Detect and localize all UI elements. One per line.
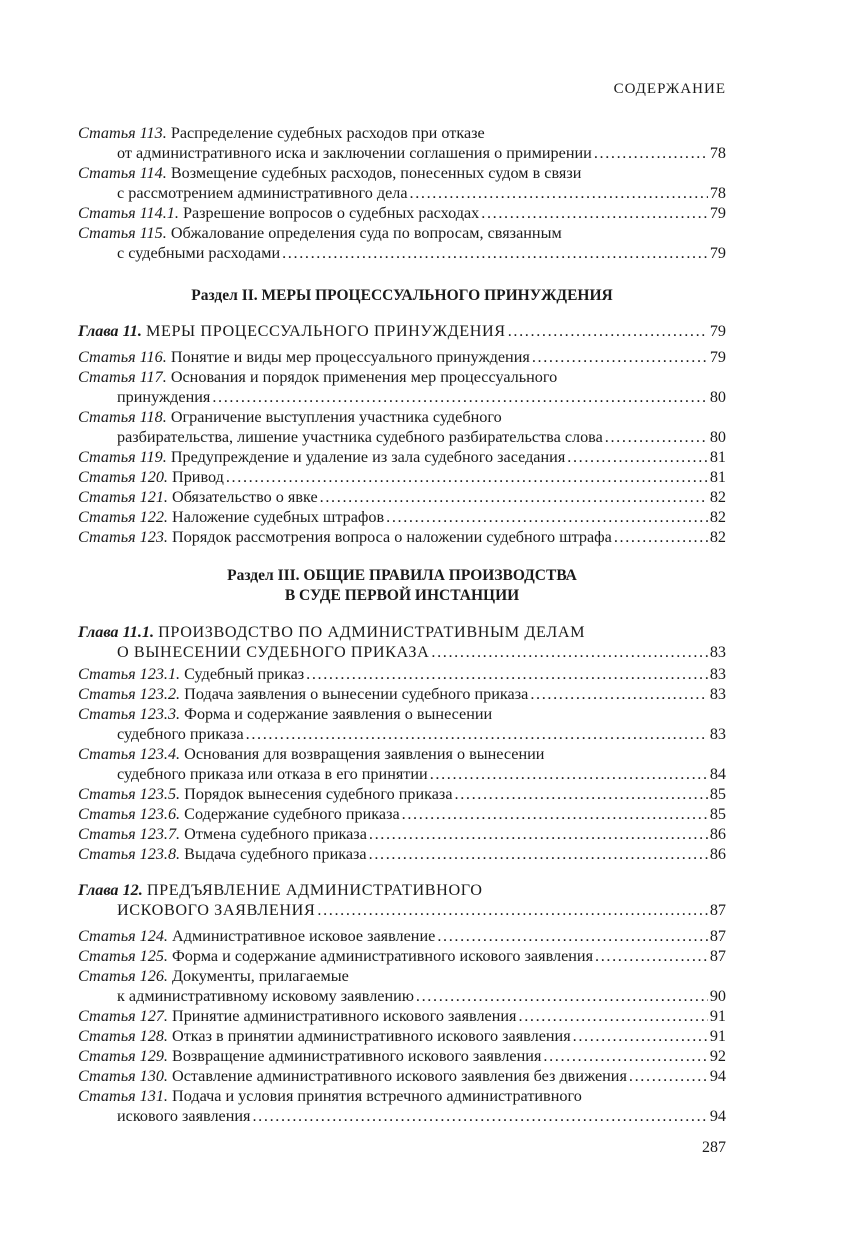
page-ref: 81 bbox=[709, 448, 726, 466]
dot-leader bbox=[595, 946, 708, 966]
toc-entry-article-123-8[interactable] bbox=[78, 844, 726, 864]
page-ref: 87 bbox=[709, 927, 726, 945]
toc-entry-article-131[interactable] bbox=[78, 1086, 726, 1106]
dot-leader bbox=[430, 764, 708, 784]
article-label: Статья 114. bbox=[78, 164, 167, 182]
dot-leader bbox=[386, 507, 708, 527]
chapter-title: О ВЫНЕСЕНИИ СУДЕБНОГО ПРИКАЗА bbox=[117, 643, 430, 661]
page-ref: 94 bbox=[709, 1107, 726, 1125]
toc-entry-article-115[interactable] bbox=[78, 223, 726, 243]
toc-entry-article-121[interactable] bbox=[78, 487, 726, 507]
toc-entry-article-125[interactable] bbox=[78, 946, 726, 966]
chapter-11-1-heading bbox=[78, 622, 726, 662]
article-label: Статья 116. bbox=[78, 348, 167, 366]
dot-leader bbox=[246, 724, 708, 744]
chapter-title: МЕРЫ ПРОЦЕССУАЛЬНОГО ПРИНУЖДЕНИЯ bbox=[145, 322, 506, 340]
article-title: Выдача судебного приказа bbox=[184, 845, 367, 863]
dot-leader bbox=[614, 527, 708, 547]
section-title-3 bbox=[78, 566, 726, 606]
toc-entry-article-116[interactable] bbox=[78, 347, 726, 367]
article-title: Оставление административного искового заявления без движения bbox=[172, 1067, 627, 1085]
page-ref: 82 bbox=[709, 528, 726, 546]
article-label: Статья 131. bbox=[78, 1087, 168, 1105]
page-ref: 86 bbox=[709, 825, 726, 843]
page-ref: 78 bbox=[709, 144, 726, 162]
page-ref: 91 bbox=[709, 1027, 726, 1045]
article-label: Статья 122. bbox=[78, 508, 168, 526]
dot-leader bbox=[416, 986, 708, 1006]
page-ref: 79 bbox=[709, 244, 726, 262]
dot-leader bbox=[481, 203, 708, 223]
toc-entry-chapter-11[interactable] bbox=[78, 321, 726, 341]
toc-entry-article-130[interactable] bbox=[78, 1066, 726, 1086]
article-title: Основания для возвращения заявления о вынесении bbox=[184, 745, 545, 763]
dot-leader bbox=[594, 143, 708, 163]
toc-entry-article-123[interactable] bbox=[78, 527, 726, 547]
toc-entry-article-113[interactable] bbox=[78, 123, 726, 143]
article-title: Возвращение административного искового заявления bbox=[172, 1047, 542, 1065]
toc-entry-article-129[interactable] bbox=[78, 1046, 726, 1066]
article-label: Статья 124. bbox=[78, 927, 168, 945]
article-label: Статья 130. bbox=[78, 1067, 168, 1085]
article-title: принуждения bbox=[117, 388, 211, 406]
article-label: Статья 125. bbox=[78, 947, 168, 965]
dot-leader bbox=[567, 447, 708, 467]
toc-entry-article-128[interactable] bbox=[78, 1026, 726, 1046]
article-title: Разрешение вопросов о судебных расходах bbox=[182, 204, 480, 222]
toc-block-3 bbox=[78, 664, 726, 864]
toc-entry-article-123-5[interactable] bbox=[78, 784, 726, 804]
toc-entry-article-114[interactable] bbox=[78, 163, 726, 183]
article-label: Статья 123.8. bbox=[78, 845, 181, 863]
toc-entry-chapter-12[interactable] bbox=[78, 880, 726, 900]
article-label: Статья 115. bbox=[78, 224, 167, 242]
dot-leader bbox=[543, 1046, 707, 1066]
page-ref: 83 bbox=[709, 665, 726, 683]
dot-leader bbox=[252, 1106, 707, 1126]
article-title: Отказ в принятии административного искового заявления bbox=[172, 1027, 571, 1045]
dot-leader bbox=[605, 427, 708, 447]
article-label: Статья 123.3. bbox=[78, 705, 181, 723]
article-title: Документы, прилагаемые bbox=[172, 967, 349, 985]
article-label: Статья 120. bbox=[78, 468, 168, 486]
article-title: искового заявления bbox=[117, 1107, 251, 1125]
dot-leader bbox=[508, 321, 708, 341]
toc-entry-article-120[interactable] bbox=[78, 467, 726, 487]
chapter-label: Глава 11. bbox=[78, 322, 142, 340]
article-title: судебного приказа или отказа в его принятии bbox=[117, 765, 428, 783]
article-label: Статья 123.2. bbox=[78, 685, 181, 703]
chapter-11-heading bbox=[78, 321, 726, 341]
toc-entry-article-123-6[interactable] bbox=[78, 804, 726, 824]
toc-block-4 bbox=[78, 926, 726, 1126]
toc-entry-article-114-1[interactable] bbox=[78, 203, 726, 223]
dot-leader bbox=[402, 804, 708, 824]
article-title: Распределение судебных расходов при отказе bbox=[170, 124, 485, 142]
page-ref: 87 bbox=[709, 947, 726, 965]
article-label: Статья 117. bbox=[78, 368, 167, 386]
chapter-12-heading bbox=[78, 880, 726, 920]
toc-entry-continuation[interactable] bbox=[78, 724, 726, 744]
toc-entry-continuation[interactable] bbox=[78, 387, 726, 407]
dot-leader bbox=[410, 183, 708, 203]
article-title: Форма и содержание административного искового заявления bbox=[172, 947, 594, 965]
article-title: Возмещение судебных расходов, понесенных судом в связи bbox=[170, 164, 582, 182]
toc-entry-chapter-11-1[interactable] bbox=[78, 622, 726, 642]
page-ref: 85 bbox=[709, 805, 726, 823]
article-title: разбирательства, лишение участника судебного разбирательства слова bbox=[117, 428, 603, 446]
dot-leader bbox=[306, 664, 708, 684]
article-title: Принятие административного искового заявления bbox=[172, 1007, 517, 1025]
toc-block-1 bbox=[78, 123, 726, 263]
article-label: Статья 123. bbox=[78, 528, 168, 546]
toc-entry-article-126[interactable] bbox=[78, 966, 726, 986]
dot-leader bbox=[317, 900, 707, 920]
article-label: Статья 126. bbox=[78, 967, 168, 985]
page-ref: 78 bbox=[709, 184, 726, 202]
article-label: Статья 127. bbox=[78, 1007, 168, 1025]
article-title: Содержание судебного приказа bbox=[184, 805, 400, 823]
page-ref: 94 bbox=[709, 1067, 726, 1085]
article-title: Подача и условия принятия встречного административного bbox=[172, 1087, 582, 1105]
toc-entry-article-123-2[interactable] bbox=[78, 684, 726, 704]
article-label: Статья 129. bbox=[78, 1047, 168, 1065]
chapter-label: Глава 12. bbox=[78, 881, 143, 899]
article-label: Статья 123.1. bbox=[78, 665, 181, 683]
article-label: Статья 123.4. bbox=[78, 745, 181, 763]
article-title: Предупреждение и удаление из зала судебного заседания bbox=[170, 448, 566, 466]
dot-leader bbox=[532, 347, 708, 367]
section-title-3-line-1: Раздел III. ОБЩИЕ ПРАВИЛА ПРОИЗВОДСТВА bbox=[227, 567, 577, 584]
page-ref: 79 bbox=[709, 322, 726, 340]
article-title: Подача заявления о вынесении судебного приказа bbox=[184, 685, 529, 703]
page-ref: 92 bbox=[709, 1047, 726, 1065]
article-title: Порядок рассмотрения вопроса о наложении судебного штрафа bbox=[172, 528, 612, 546]
section-title-3-line-2: В СУДЕ ПЕРВОЙ ИНСТАНЦИИ bbox=[284, 587, 520, 604]
toc-entry-continuation[interactable] bbox=[78, 143, 726, 163]
article-title: Наложение судебных штрафов bbox=[172, 508, 385, 526]
toc-entry-article-123-7[interactable] bbox=[78, 824, 726, 844]
dot-leader bbox=[455, 784, 708, 804]
article-label: Статья 119. bbox=[78, 448, 167, 466]
toc-entry-article-124[interactable] bbox=[78, 926, 726, 946]
page-ref: 82 bbox=[709, 508, 726, 526]
toc-entry-continuation[interactable] bbox=[78, 764, 726, 784]
toc-entry-continuation[interactable] bbox=[78, 243, 726, 263]
toc-entry-article-122[interactable] bbox=[78, 507, 726, 527]
article-label: Статья 118. bbox=[78, 408, 167, 426]
dot-leader bbox=[431, 642, 707, 662]
article-title: Ограничение выступления участника судебного bbox=[170, 408, 502, 426]
page-ref: 79 bbox=[709, 348, 726, 366]
dot-leader bbox=[212, 387, 707, 407]
article-title: с судебными расходами bbox=[117, 244, 281, 262]
chapter-title: ПРЕДЪЯВЛЕНИЕ АДМИНИСТРАТИВНОГО bbox=[146, 881, 483, 899]
article-title: Понятие и виды мер процессуального принуждения bbox=[170, 348, 530, 366]
page-ref: 82 bbox=[709, 488, 726, 506]
toc-entry-continuation[interactable] bbox=[78, 183, 726, 203]
article-title: Основания и порядок применения мер процессуального bbox=[170, 368, 558, 386]
dot-leader bbox=[226, 467, 708, 487]
page-number: 287 bbox=[702, 1139, 726, 1156]
toc-block-2 bbox=[78, 347, 726, 547]
page-ref: 83 bbox=[709, 725, 726, 743]
page-ref: 87 bbox=[709, 901, 726, 919]
dot-leader bbox=[369, 844, 708, 864]
running-head: СОДЕРЖАНИЕ bbox=[613, 81, 726, 97]
page-ref: 81 bbox=[709, 468, 726, 486]
section-title-2: Раздел II. МЕРЫ ПРОЦЕССУАЛЬНОГО ПРИНУЖДЕНИЯ bbox=[191, 287, 613, 304]
article-label: Статья 123.7. bbox=[78, 825, 181, 843]
article-title: судебного приказа bbox=[117, 725, 244, 743]
toc-entry-article-127[interactable] bbox=[78, 1006, 726, 1026]
article-title: Отмена судебного приказа bbox=[184, 825, 367, 843]
dot-leader bbox=[282, 243, 708, 263]
chapter-title: ПРОИЗВОДСТВО ПО АДМИНИСТРАТИВНЫМ ДЕЛАМ bbox=[158, 623, 586, 641]
page-ref: 91 bbox=[709, 1007, 726, 1025]
page-ref: 83 bbox=[709, 685, 726, 703]
article-title: Обязательство о явке bbox=[172, 488, 318, 506]
page-ref: 80 bbox=[709, 428, 726, 446]
page-ref: 83 bbox=[709, 643, 726, 661]
dot-leader bbox=[629, 1066, 708, 1086]
article-label: Статья 121. bbox=[78, 488, 168, 506]
toc-entry-continuation[interactable] bbox=[78, 900, 726, 920]
toc-entry-article-118[interactable] bbox=[78, 407, 726, 427]
toc-entry-continuation[interactable] bbox=[78, 986, 726, 1006]
dot-leader bbox=[573, 1026, 708, 1046]
page-ref: 90 bbox=[709, 987, 726, 1005]
article-title: Обжалование определения суда по вопросам, связанным bbox=[170, 224, 562, 242]
article-title: Порядок вынесения судебного приказа bbox=[184, 785, 453, 803]
toc-entry-article-119[interactable] bbox=[78, 447, 726, 467]
dot-leader bbox=[437, 926, 707, 946]
chapter-label: Глава 11.1. bbox=[78, 623, 155, 641]
article-title: Судебный приказ bbox=[184, 665, 305, 683]
toc-entry-article-123-1[interactable] bbox=[78, 664, 726, 684]
dot-leader bbox=[320, 487, 708, 507]
toc-entry-article-123-3[interactable] bbox=[78, 704, 726, 724]
page-ref: 80 bbox=[709, 388, 726, 406]
dot-leader bbox=[519, 1006, 708, 1026]
page-ref: 86 bbox=[709, 845, 726, 863]
dot-leader bbox=[530, 684, 708, 704]
article-title: Привод bbox=[172, 468, 224, 486]
toc-entry-continuation[interactable] bbox=[78, 427, 726, 447]
article-label: Статья 128. bbox=[78, 1027, 168, 1045]
article-title: от административного иска и заключении соглашения о примирении bbox=[117, 144, 592, 162]
article-label: Статья 113. bbox=[78, 124, 167, 142]
article-title: к административному исковому заявлению bbox=[117, 987, 414, 1005]
page-ref: 79 bbox=[709, 204, 726, 222]
article-label: Статья 123.6. bbox=[78, 805, 181, 823]
article-title: Форма и содержание заявления о вынесении bbox=[184, 705, 493, 723]
dot-leader bbox=[369, 824, 708, 844]
article-title: с рассмотрением административного дела bbox=[117, 184, 408, 202]
toc-entry-continuation[interactable] bbox=[78, 642, 726, 662]
article-label: Статья 114.1. bbox=[78, 204, 179, 222]
chapter-title: ИСКОВОГО ЗАЯВЛЕНИЯ bbox=[117, 901, 316, 919]
toc-entry-article-117[interactable] bbox=[78, 367, 726, 387]
article-title: Административное исковое заявление bbox=[172, 927, 436, 945]
page-ref: 85 bbox=[709, 785, 726, 803]
toc-entry-article-123-4[interactable] bbox=[78, 744, 726, 764]
page-ref: 84 bbox=[709, 765, 726, 783]
toc-entry-continuation[interactable] bbox=[78, 1106, 726, 1126]
article-label: Статья 123.5. bbox=[78, 785, 181, 803]
